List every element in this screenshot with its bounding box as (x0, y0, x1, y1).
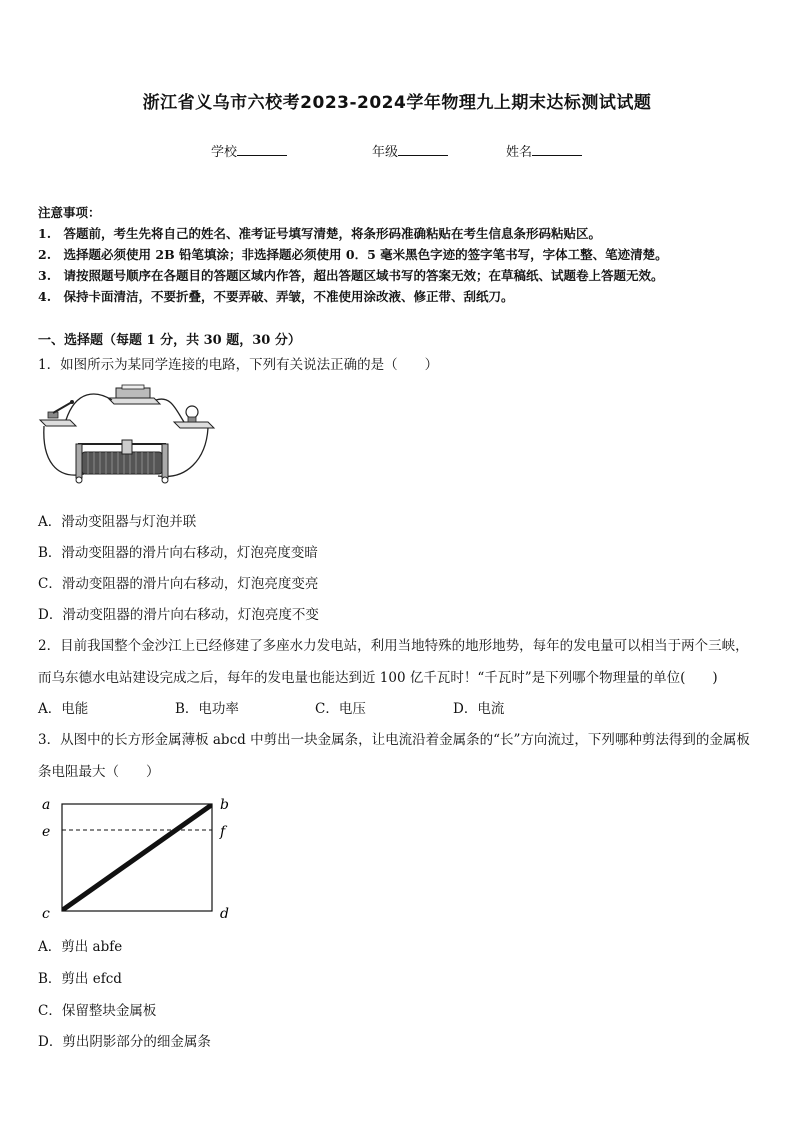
notice-heading: 注意事项： (38, 205, 101, 220)
q2-stem-line2: 而乌东德水电站建设完成之后，每年的发电量也能达到近 100 亿千瓦时！“千瓦时”是下列哪个物理量的单位( ) (38, 670, 718, 686)
label-e: e (42, 824, 51, 840)
notice-item: 1. 答题前，考生先将自己的姓名、准考证号填写清楚，将条形码准确粘贴在考生信息条形码粘贴区。 (38, 226, 602, 241)
notice-item: 3. 请按照题号顺序在各题目的答题区域内作答，超出答题区域书写的答案无效；在草稿纸、试题卷上答题无效。 (38, 268, 664, 283)
q1-option-a: A．滑动变阻器与灯泡并联 (38, 514, 197, 530)
q2-stem-line1: 2．目前我国整个金沙江上已经修建了多座水力发电站，利用当地特殊的地形地势，每年的发电量可以相当于两个三峡， (38, 638, 749, 654)
grade-field (372, 141, 448, 160)
label-a: a (42, 797, 51, 813)
grade-label: 年级 (372, 145, 399, 160)
q3-option-c: C．保留整块金属板 (38, 1003, 157, 1019)
shaded-strip (64, 806, 210, 909)
label-b: b (220, 797, 229, 813)
name-label: 姓名 (506, 145, 533, 160)
metal-plate-figure (36, 792, 246, 924)
q3-option-d: D．剪出阴影部分的细金属条 (38, 1034, 211, 1050)
q1-option-b: B．滑动变阻器的滑片向右移动，灯泡亮度变暗 (38, 545, 318, 561)
q2-option-d: D．电流 (453, 701, 505, 717)
section-heading: 一、选择题（每题 1 分，共 30 题，30 分） (38, 333, 301, 348)
q1-option-c: C．滑动变阻器的滑片向右移动，灯泡亮度变亮 (38, 576, 319, 592)
notice-item: 4. 保持卡面清洁，不要折叠，不要弄破、弄皱，不准使用涂改液、修正带、刮纸刀。 (38, 289, 514, 304)
q1-stem: 1．如图所示为某同学连接的电路，下列有关说法正确的是（ ） (38, 357, 439, 373)
q1-option-d: D．滑动变阻器的滑片向右移动，灯泡亮度不变 (38, 607, 319, 623)
circuit-figure (36, 380, 222, 498)
school-label: 学校 (211, 145, 238, 160)
q2-option-c: C．电压 (315, 701, 366, 717)
name-field (506, 141, 582, 160)
label-d: d (220, 906, 229, 922)
page-title: 浙江省义乌市六校考2023-2024学年物理九上期末达标测试试题 (142, 93, 652, 113)
school-field (211, 141, 287, 160)
q3-stem-line1: 3．从图中的长方形金属薄板 abcd 中剪出一块金属条，让电流沿着金属条的“长”方向流过，下列哪种剪法得到的金属板 (38, 732, 750, 748)
label-f: f (220, 824, 226, 840)
q3-option-b: B．剪出 efcd (38, 971, 122, 987)
q2-option-a: A．电能 (38, 701, 89, 717)
q2-option-b: B．电功率 (175, 701, 239, 717)
q3-option-a: A．剪出 abfe (38, 939, 123, 955)
name-blank (532, 143, 582, 156)
grade-blank (398, 143, 448, 156)
school-blank (237, 143, 287, 156)
label-c: c (42, 906, 50, 922)
q3-stem-line2: 条电阻最大（ ） (38, 764, 160, 780)
notice-item: 2. 选择题必须使用 2B 铅笔填涂；非选择题必须使用 0．5 毫米黑色字迹的签字笔书写，字体工整、笔迹清楚。 (38, 247, 668, 262)
